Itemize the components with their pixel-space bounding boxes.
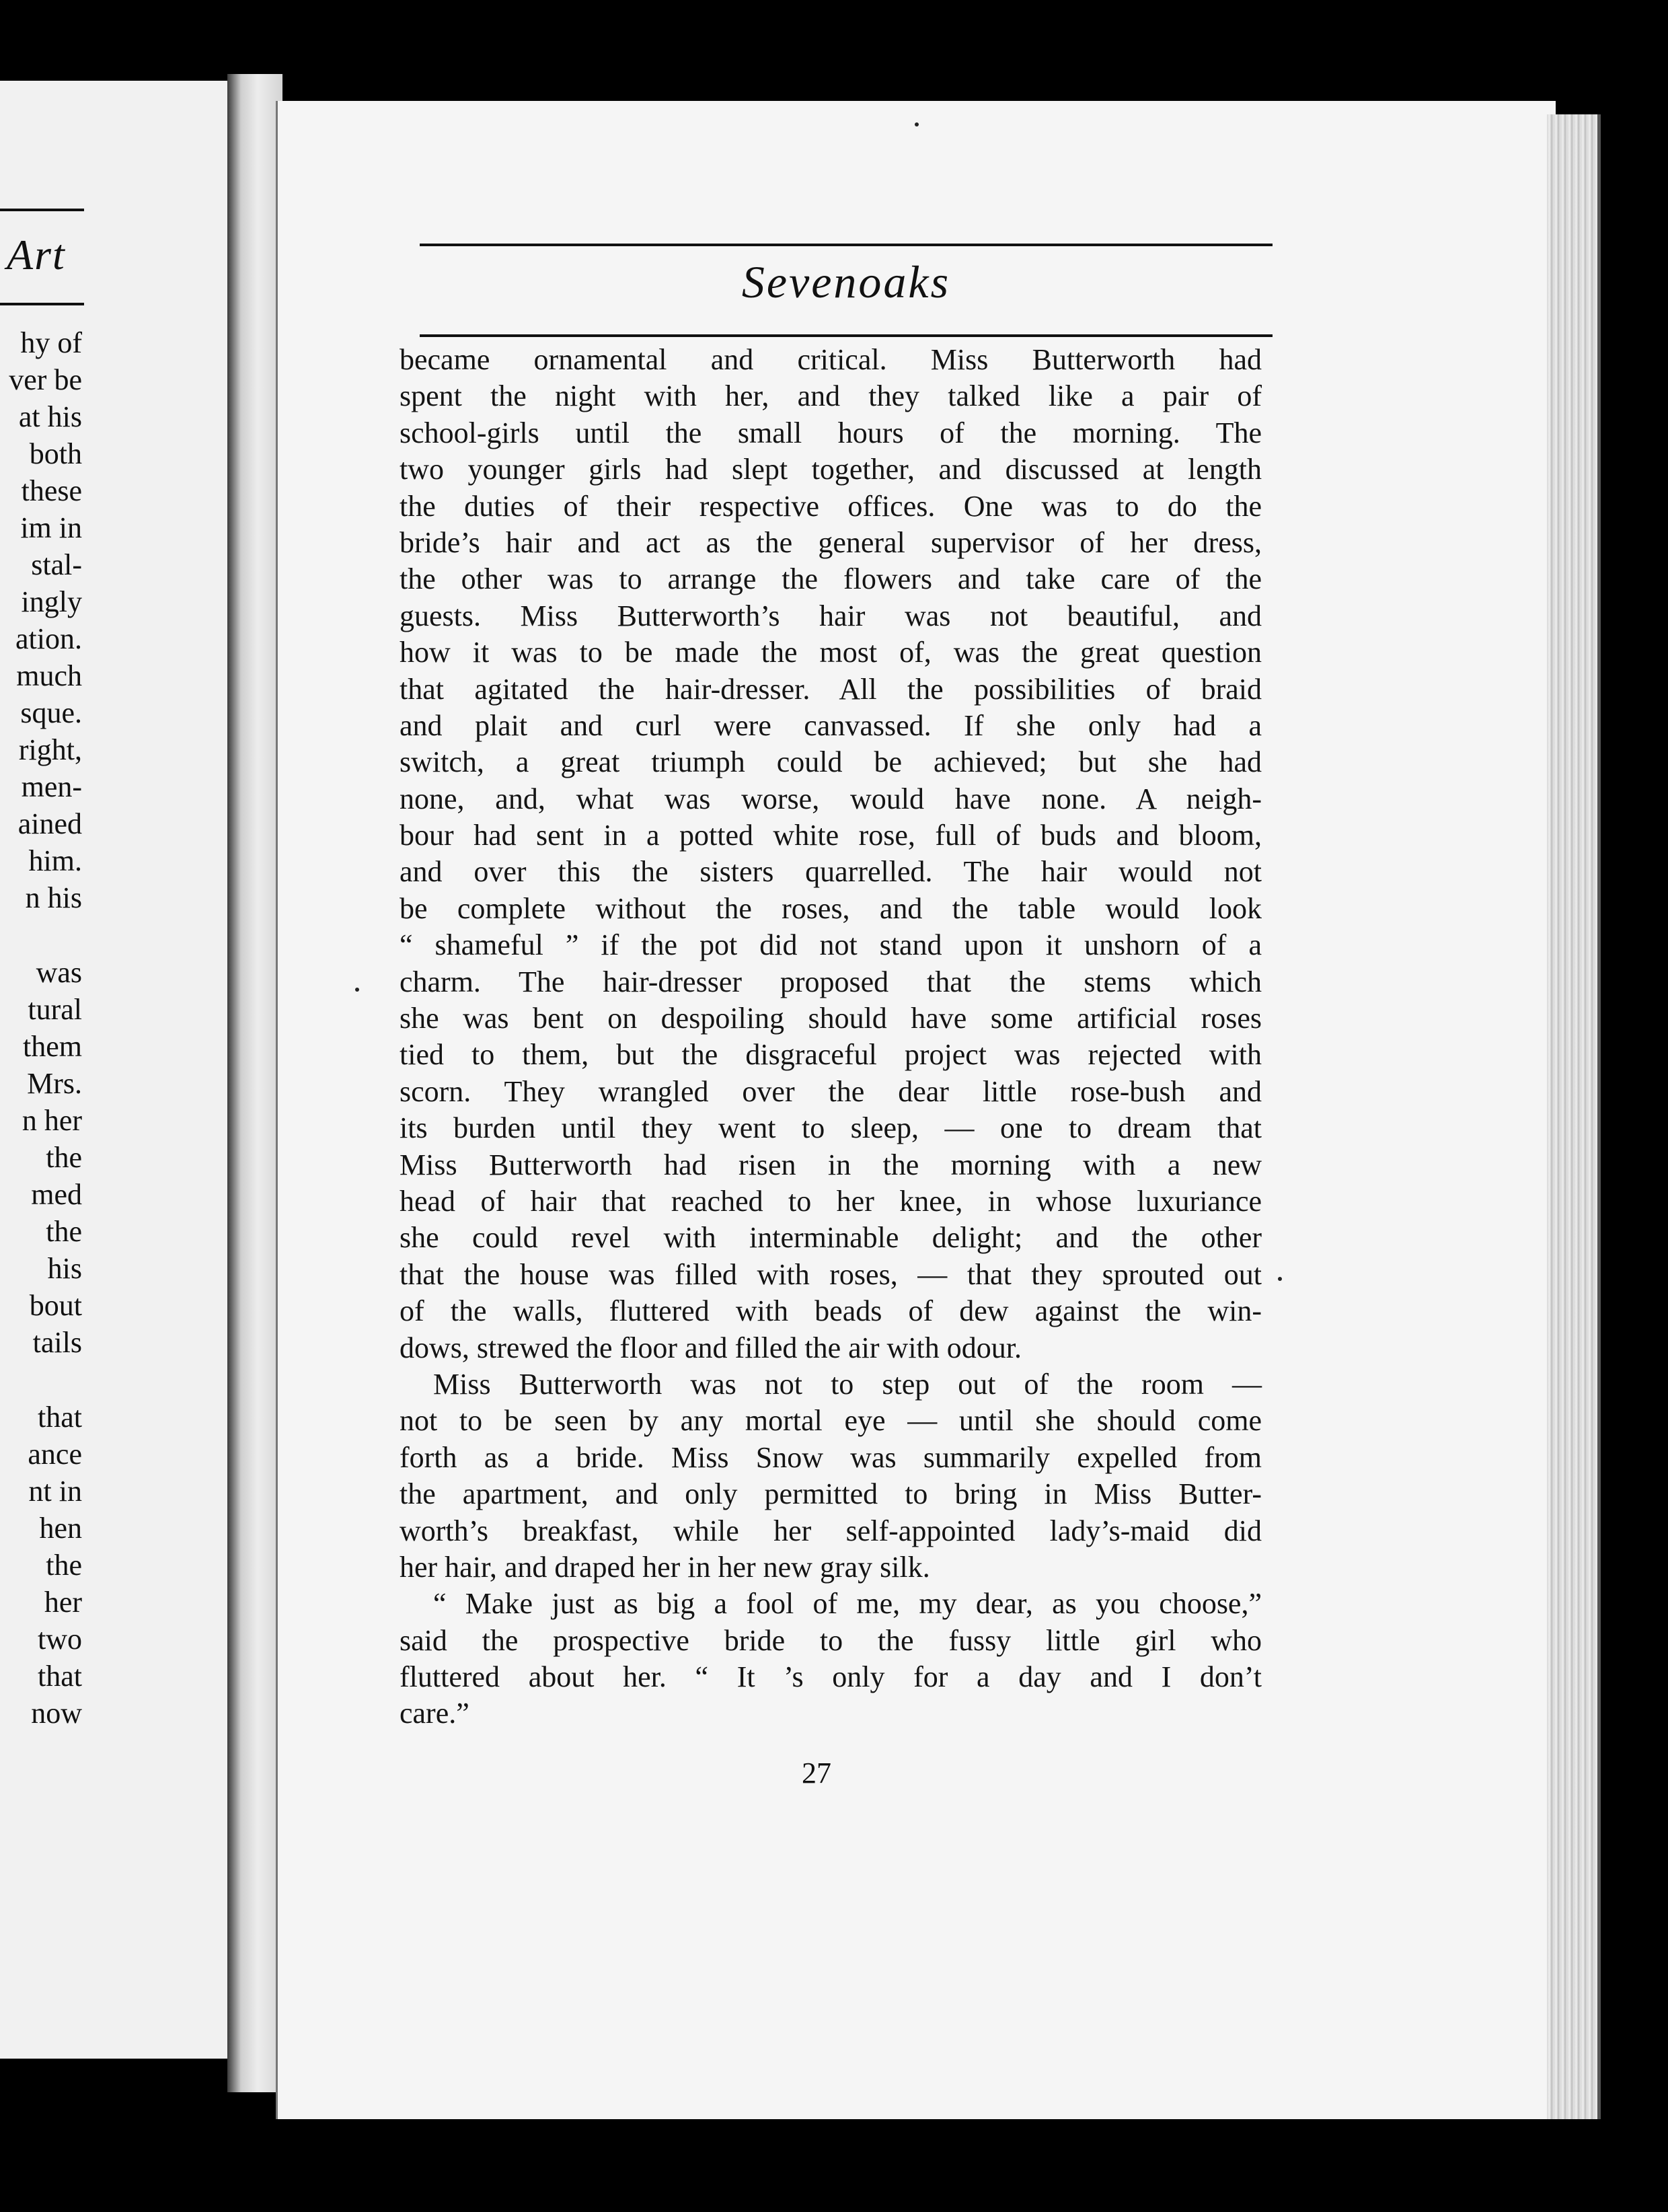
body-text-line: and plait and curl were canvassed. If she only had a: [400, 708, 1262, 742]
left-text-line: men-: [21, 770, 82, 803]
body-text-line: that agitated the hair-dresser. All the possibilities of braid: [400, 672, 1262, 706]
body-text-line: Miss Butterworth was not to step out of the room —: [433, 1367, 1262, 1401]
body-text-line: not to be seen by any mortal eye — until she should come: [400, 1404, 1262, 1438]
scan-speck: [355, 988, 359, 992]
previous-page: [0, 81, 231, 2059]
header-rule-top: [420, 244, 1273, 246]
left-text-line: tural: [28, 993, 82, 1026]
body-text-line: care.”: [400, 1697, 469, 1730]
body-text-line: that the house was filled with roses, — that they sprouted out: [400, 1257, 1262, 1291]
left-text-line: tails: [32, 1326, 82, 1359]
scan-speck: [915, 122, 919, 126]
page-number: 27: [802, 1757, 831, 1790]
body-text-line: Miss Butterworth had risen in the morning with a new: [400, 1148, 1262, 1181]
book-gutter: [227, 74, 282, 2092]
left-text-line: sque.: [20, 696, 82, 729]
body-text-line: switch, a great triumph could be achieved; but she had: [400, 745, 1262, 779]
body-text-line: the duties of their respective offices. One was to do the: [400, 489, 1262, 523]
body-text-line: became ornamental and critical. Miss Butterworth had: [400, 343, 1262, 376]
body-text-line: none, and, what was worse, would have none. A neigh-: [400, 782, 1262, 815]
body-text-line: she was bent on despoiling should have some artificial roses: [400, 1002, 1262, 1035]
body-text-line: guests. Miss Butterworth’s hair was not beautiful, and: [400, 599, 1262, 632]
scan-speck: [1278, 1277, 1282, 1281]
body-text-line: “ shameful ” if the pot did not stand upon it unshorn of a: [400, 928, 1262, 962]
left-running-title: Art: [7, 231, 66, 279]
body-text-line: scorn. They wrangled over the dear little rose-bush and: [400, 1074, 1262, 1108]
left-paragraph-gap: [0, 916, 82, 954]
left-text-line: ation.: [15, 622, 82, 655]
body-text-line: be complete without the roses, and the table would look: [400, 891, 1262, 925]
body-text-line: and over this the sisters quarrelled. The hair would not: [400, 855, 1262, 889]
left-text-line: im in: [20, 511, 82, 544]
body-text-line: worth’s breakfast, while her self-appointed lady’s-maid did: [400, 1514, 1262, 1547]
page-body-text: [400, 342, 1262, 1732]
header-rule-bottom: [420, 334, 1273, 337]
left-text-line: her: [44, 1586, 82, 1619]
left-text-line: n his: [25, 881, 82, 914]
page-edges: [1547, 114, 1601, 2119]
left-text-line: ver be: [9, 363, 82, 396]
body-text-line: two younger girls had slept together, and discussed at length: [400, 453, 1262, 486]
body-text-line: fluttered about her. “ It ’s only for a day and I don’t: [400, 1660, 1262, 1694]
left-text-line: these: [21, 474, 82, 507]
left-text-line: n her: [22, 1104, 82, 1137]
running-head: Sevenoaks: [741, 256, 951, 307]
left-text-line: hen: [39, 1512, 82, 1545]
left-text-line: stal-: [31, 548, 82, 581]
left-text-line: ance: [28, 1438, 82, 1471]
left-text-line: at his: [18, 400, 82, 433]
body-text-line: the apartment, and only permitted to bring in Miss Butter-: [400, 1477, 1262, 1511]
left-text-line: his: [47, 1252, 82, 1285]
left-text-line: right,: [18, 733, 82, 766]
left-text-line: the: [46, 1549, 82, 1582]
body-text-line: forth as a bride. Miss Snow was summarily expelled from: [400, 1440, 1262, 1474]
left-text-line: bout: [29, 1289, 82, 1322]
left-text-line: two: [38, 1623, 82, 1656]
left-text-line: him.: [28, 844, 82, 877]
left-text-line: now: [31, 1697, 82, 1730]
body-text-line: school-girls until the small hours of the morning. The: [400, 416, 1262, 449]
body-text-line: her hair, and draped her in her new gray silk.: [400, 1550, 930, 1584]
left-text-line: nt in: [28, 1475, 82, 1508]
left-text-line: med: [31, 1178, 82, 1211]
body-text-line: charm. The hair-dresser proposed that the stems which: [400, 965, 1262, 998]
body-text-line: she could revel with interminable delight; and the other: [400, 1221, 1262, 1255]
left-text-line: the: [46, 1215, 82, 1248]
left-header-rule-bottom: [0, 303, 84, 305]
left-text-line: that: [38, 1401, 82, 1434]
body-text-line: its burden until they went to sleep, — one to dream that: [400, 1111, 1262, 1145]
left-text-line: the: [46, 1141, 82, 1174]
left-page-text: [0, 324, 82, 1732]
body-text-line: head of hair that reached to her knee, in whose luxuriance: [400, 1184, 1262, 1218]
body-text-line: tied to them, but the disgraceful project was rejected with: [400, 1038, 1262, 1072]
body-text-line: dows, strewed the floor and filled the air with odour.: [400, 1331, 1022, 1364]
left-text-line: ained: [17, 807, 82, 840]
body-text-line: the other was to arrange the flowers and take care of the: [400, 562, 1262, 596]
left-text-line: much: [16, 659, 82, 692]
body-text-line: said the prospective bride to the fussy little girl who: [400, 1623, 1262, 1657]
left-text-line: that: [38, 1660, 82, 1693]
left-paragraph-gap: [0, 1361, 82, 1399]
left-text-line: hy of: [20, 326, 82, 359]
body-text-line: spent the night with her, and they talked like a pair of: [400, 379, 1262, 413]
body-text-line: “ Make just as big a fool of me, my dear, as you choose,”: [433, 1587, 1262, 1621]
left-text-line: them: [23, 1030, 82, 1063]
body-text-line: how it was to be made the most of, was the great question: [400, 636, 1262, 669]
body-text-line: of the walls, fluttered with beads of dew against the win-: [400, 1294, 1262, 1328]
body-text-line: bour had sent in a potted white rose, full of buds and bloom,: [400, 819, 1262, 852]
left-text-line: was: [36, 956, 82, 989]
left-text-line: ingly: [21, 585, 82, 618]
left-header-rule-top: [0, 209, 84, 211]
left-text-line: Mrs.: [27, 1067, 82, 1100]
body-text-line: bride’s hair and act as the general supervisor of her dress,: [400, 525, 1262, 559]
left-text-line: both: [29, 437, 82, 470]
